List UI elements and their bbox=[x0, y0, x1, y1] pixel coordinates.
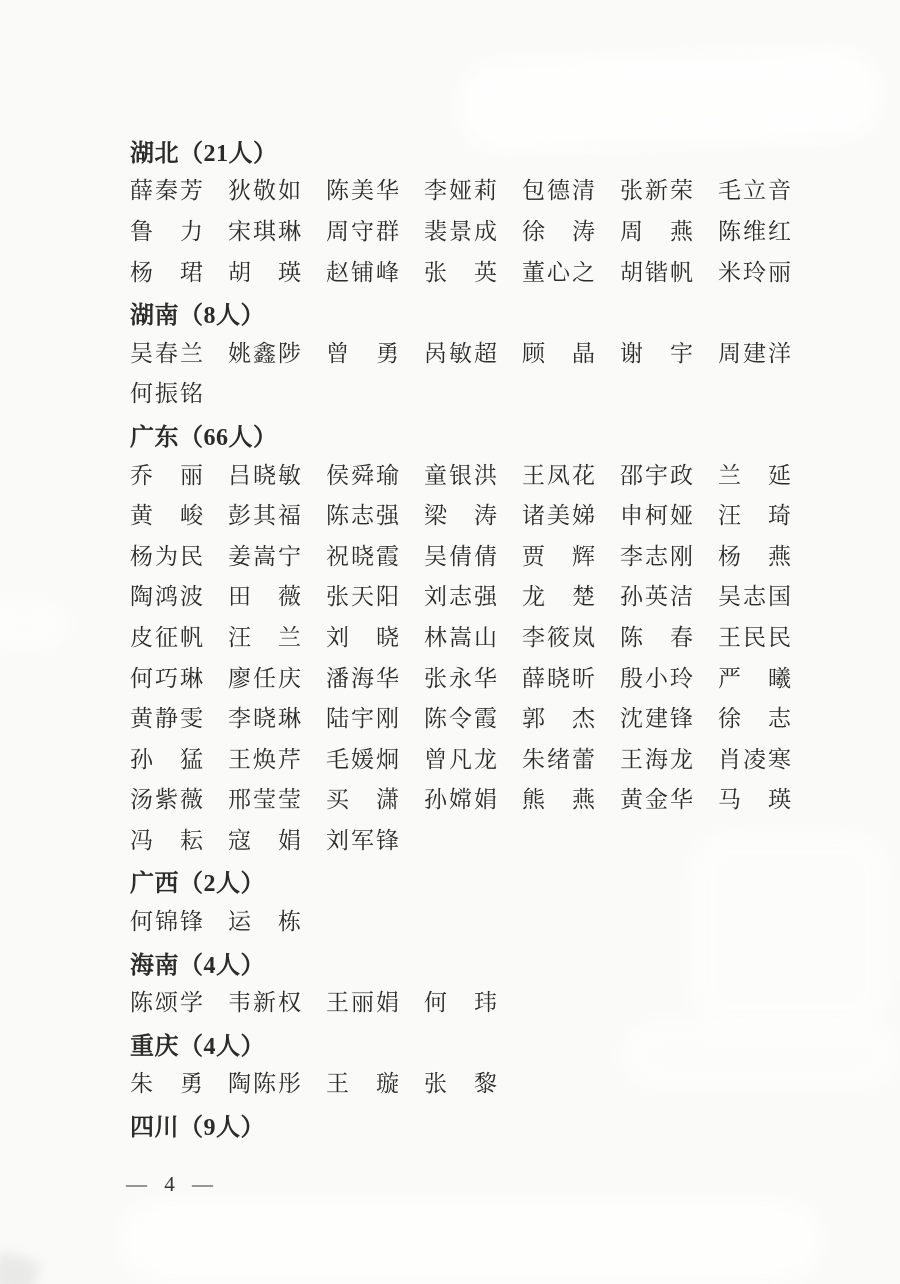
person-name: 诸 美 娣 bbox=[522, 503, 595, 529]
person-name: 陈 令 霞 bbox=[424, 706, 497, 732]
province-heading: 湖南（8人） bbox=[130, 303, 265, 330]
person-name: 何 玮 bbox=[424, 990, 497, 1016]
person-name: 杨 珺 bbox=[130, 259, 203, 285]
name-row bbox=[130, 211, 792, 252]
person-name: 吴 倩 倩 bbox=[424, 543, 497, 569]
person-name: 王 民 民 bbox=[718, 624, 791, 650]
person-name: 陈 美 华 bbox=[326, 178, 399, 204]
person-name: 孙 嫦 娟 bbox=[424, 787, 497, 813]
person-name: 王 璇 bbox=[326, 1071, 399, 1097]
person-name: 吴 春 兰 bbox=[130, 340, 203, 366]
province-heading: 四川（9人） bbox=[130, 1115, 265, 1142]
province-heading: 广西（2人） bbox=[130, 871, 265, 898]
person-name: 韦 新 权 bbox=[228, 990, 301, 1016]
person-name: 徐 涛 bbox=[522, 218, 595, 244]
person-name: 米 玲 丽 bbox=[718, 259, 791, 285]
person-name: 王 丽 娟 bbox=[326, 990, 399, 1016]
person-name: 陈 春 bbox=[620, 624, 693, 650]
person-name: 陈 维 红 bbox=[718, 218, 791, 244]
province-section bbox=[130, 1023, 792, 1104]
person-name: 顾 晶 bbox=[522, 340, 595, 366]
name-row bbox=[130, 171, 792, 212]
person-name: 刘 晓 bbox=[326, 624, 399, 650]
name-row bbox=[130, 739, 792, 780]
person-name: 朱 绪 蕾 bbox=[522, 746, 595, 772]
scan-blotch bbox=[0, 600, 70, 650]
province-heading: 广东（66人） bbox=[130, 424, 278, 451]
person-name: 马 瑛 bbox=[718, 787, 791, 813]
person-name: 陈 志 强 bbox=[326, 503, 399, 529]
person-name: 龙 楚 bbox=[522, 584, 595, 610]
person-name: 王 焕 芹 bbox=[228, 746, 301, 772]
person-name: 姜 嵩 宁 bbox=[228, 543, 301, 569]
person-name: 黄 金 华 bbox=[620, 787, 693, 813]
name-row bbox=[130, 617, 792, 658]
name-row bbox=[130, 982, 792, 1023]
person-name: 张 永 华 bbox=[424, 665, 497, 691]
person-name: 严 曦 bbox=[718, 665, 791, 691]
person-name: 包 德 清 bbox=[522, 178, 595, 204]
person-name: 呙 敏 超 bbox=[424, 340, 497, 366]
province-section bbox=[130, 1104, 792, 1145]
person-name: 童 银 洪 bbox=[424, 462, 497, 488]
person-name: 运 栋 bbox=[228, 909, 301, 935]
province-section bbox=[130, 861, 792, 942]
person-name: 黄 静 雯 bbox=[130, 706, 203, 732]
person-name: 祝 晓 霞 bbox=[326, 543, 399, 569]
person-name: 林 嵩 山 bbox=[424, 624, 497, 650]
person-name: 王 凤 花 bbox=[522, 462, 595, 488]
person-name: 熊 燕 bbox=[522, 787, 595, 813]
province-section bbox=[130, 414, 792, 861]
person-name: 田 薇 bbox=[228, 584, 301, 610]
person-name: 汪 兰 bbox=[228, 624, 301, 650]
person-name: 张 黎 bbox=[424, 1071, 497, 1097]
person-name: 寇 娟 bbox=[228, 827, 301, 853]
person-name: 周 燕 bbox=[620, 218, 693, 244]
person-name: 彭 其 福 bbox=[228, 503, 301, 529]
person-name: 汪 琦 bbox=[718, 503, 791, 529]
person-name: 毛 立 音 bbox=[718, 178, 791, 204]
name-row bbox=[130, 698, 792, 739]
person-name: 何 锦 锋 bbox=[130, 909, 203, 935]
person-name: 黄 峻 bbox=[130, 503, 203, 529]
name-row bbox=[130, 455, 792, 496]
name-row bbox=[130, 780, 792, 821]
province-section bbox=[130, 292, 792, 414]
person-name: 沈 建 锋 bbox=[620, 706, 693, 732]
person-name: 侯 舜 瑜 bbox=[326, 462, 399, 488]
person-name: 陈 颂 学 bbox=[130, 990, 203, 1016]
name-row bbox=[130, 820, 792, 861]
person-name: 杨 为 民 bbox=[130, 543, 203, 569]
person-name: 薛 秦 芳 bbox=[130, 178, 203, 204]
person-name: 薛 晓 昕 bbox=[522, 665, 595, 691]
person-name: 张 天 阳 bbox=[326, 584, 399, 610]
province-heading: 湖北（21人） bbox=[130, 140, 278, 167]
person-name: 李 筱 岚 bbox=[522, 624, 595, 650]
person-name: 肖 凌 寒 bbox=[718, 746, 791, 772]
person-name: 胡 锴 帆 bbox=[620, 259, 693, 285]
person-name: 胡 瑛 bbox=[228, 259, 301, 285]
person-name: 孙 英 洁 bbox=[620, 584, 693, 610]
name-row bbox=[130, 577, 792, 618]
person-name: 裴 景 成 bbox=[424, 218, 497, 244]
name-row bbox=[130, 333, 792, 374]
person-name: 廖 任 庆 bbox=[228, 665, 301, 691]
person-name: 赵 铺 峰 bbox=[326, 259, 399, 285]
person-name: 曾 凡 龙 bbox=[424, 746, 497, 772]
person-name: 陶 陈 彤 bbox=[228, 1071, 301, 1097]
person-name: 梁 涛 bbox=[424, 503, 497, 529]
person-name: 殷 小 玲 bbox=[620, 665, 693, 691]
person-name: 张 新 荣 bbox=[620, 178, 693, 204]
name-roster bbox=[130, 130, 792, 1145]
person-name: 毛 媛 炯 bbox=[326, 746, 399, 772]
person-name: 冯 耘 bbox=[130, 827, 203, 853]
name-row bbox=[130, 536, 792, 577]
person-name: 张 英 bbox=[424, 259, 497, 285]
person-name: 申 柯 娅 bbox=[620, 503, 693, 529]
name-row bbox=[130, 901, 792, 942]
person-name: 王 海 龙 bbox=[620, 746, 693, 772]
person-name: 潘 海 华 bbox=[326, 665, 399, 691]
province-heading: 重庆（4人） bbox=[130, 1033, 265, 1060]
person-name: 李 晓 琳 bbox=[228, 706, 301, 732]
person-name: 朱 勇 bbox=[130, 1071, 203, 1097]
person-name: 曾 勇 bbox=[326, 340, 399, 366]
person-name: 刘 军 锋 bbox=[326, 827, 399, 853]
province-section bbox=[130, 942, 792, 1023]
scan-blotch bbox=[120, 1200, 820, 1280]
person-name: 周 守 群 bbox=[326, 218, 399, 244]
person-name: 宋 琪 琳 bbox=[228, 218, 301, 244]
name-row bbox=[130, 1064, 792, 1105]
person-name: 周 建 洋 bbox=[718, 340, 791, 366]
person-name: 郭 杰 bbox=[522, 706, 595, 732]
person-name: 邵 宇 政 bbox=[620, 462, 693, 488]
person-name: 刘 志 强 bbox=[424, 584, 497, 610]
person-name: 姚 鑫 陟 bbox=[228, 340, 301, 366]
person-name: 吴 志 国 bbox=[718, 584, 791, 610]
person-name: 李 娅 莉 bbox=[424, 178, 497, 204]
person-name: 陆 宇 刚 bbox=[326, 706, 399, 732]
person-name: 李 志 刚 bbox=[620, 543, 693, 569]
person-name: 何 振 铭 bbox=[130, 381, 203, 407]
person-name: 吕 晓 敏 bbox=[228, 462, 301, 488]
person-name: 徐 志 bbox=[718, 706, 791, 732]
person-name: 何 巧 琳 bbox=[130, 665, 203, 691]
person-name: 贾 辉 bbox=[522, 543, 595, 569]
name-row bbox=[130, 374, 792, 415]
scan-edge-streak bbox=[0, 1250, 41, 1284]
person-name: 陶 鸿 波 bbox=[130, 584, 203, 610]
person-name: 狄 敬 如 bbox=[228, 178, 301, 204]
name-row bbox=[130, 658, 792, 699]
name-row bbox=[130, 252, 792, 293]
person-name: 杨 燕 bbox=[718, 543, 791, 569]
province-heading: 海南（4人） bbox=[130, 952, 265, 979]
name-row bbox=[130, 495, 792, 536]
person-name: 孙 猛 bbox=[130, 746, 203, 772]
page-number: — 4 — bbox=[126, 1172, 219, 1196]
person-name: 兰 延 bbox=[718, 462, 791, 488]
province-section bbox=[130, 130, 792, 292]
person-name: 汤 紫 薇 bbox=[130, 787, 203, 813]
person-name: 买 潇 bbox=[326, 787, 399, 813]
person-name: 乔 丽 bbox=[130, 462, 203, 488]
person-name: 董 心 之 bbox=[522, 259, 595, 285]
person-name: 皮 征 帆 bbox=[130, 624, 203, 650]
person-name: 邢 莹 莹 bbox=[228, 787, 301, 813]
person-name: 谢 宇 bbox=[620, 340, 693, 366]
person-name: 鲁 力 bbox=[130, 218, 203, 244]
